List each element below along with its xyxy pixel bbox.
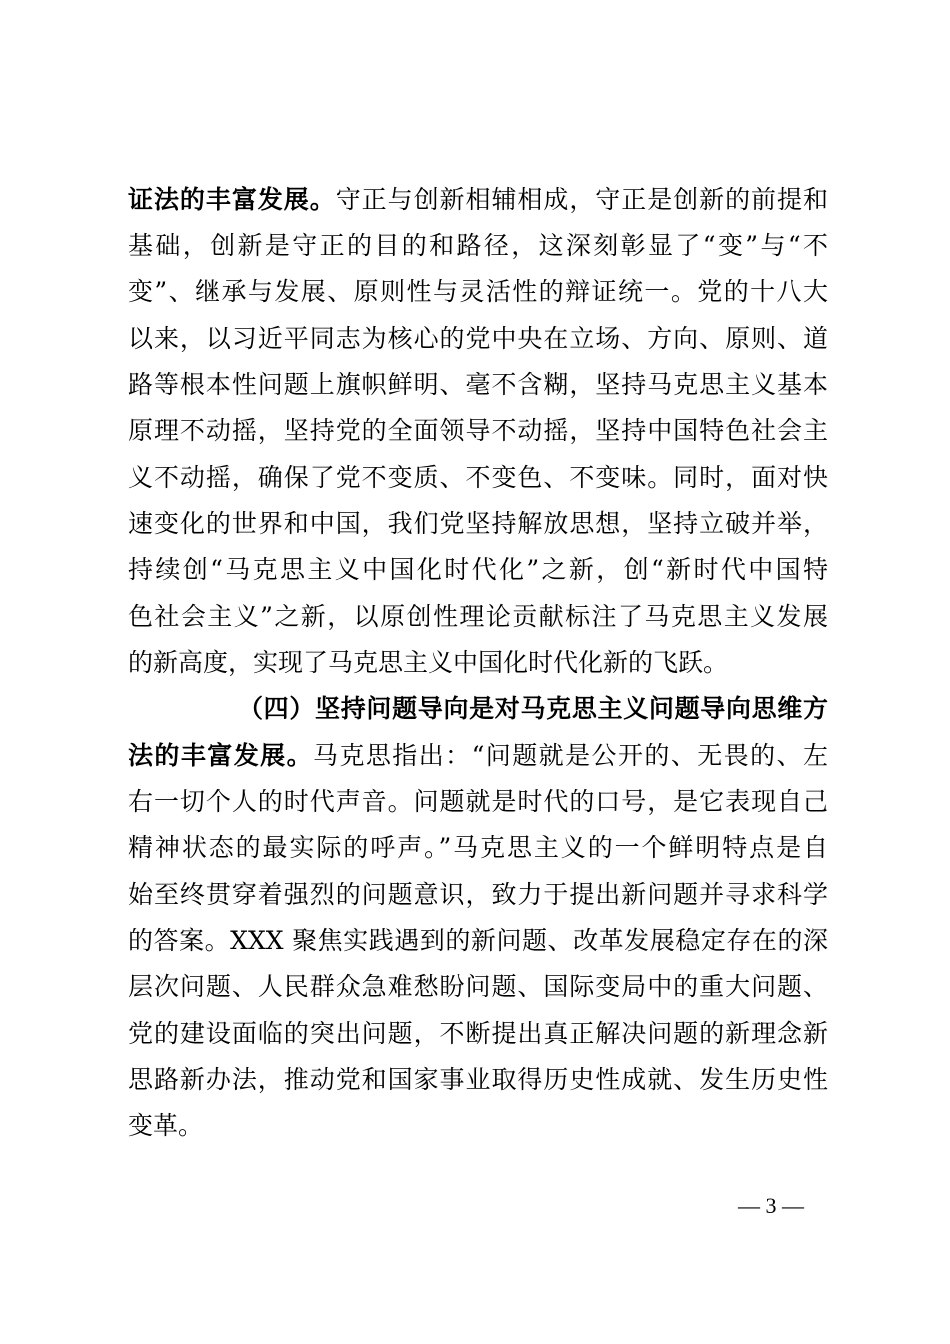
body-line: 原理不动摇，坚持党的全面领导不动摇，坚持中国特色社会主 — [128, 416, 828, 445]
body-line: 基础，创新是守正的目的和路径，这深刻彰显了“变”与“不 — [128, 231, 828, 260]
body-line: 以来，以习近平同志为核心的党中央在立场、方向、原则、道 — [128, 324, 828, 353]
body-text: 马克思指出：“问题就是公开的、无畏的、左 — [313, 741, 828, 770]
section-heading-line: （四）坚持问题导向是对马克思主义问题导向思维方 — [238, 694, 828, 723]
body-line: 右一切个人的时代声音。问题就是时代的口号，是它表现自己 — [128, 787, 828, 816]
body-line: 色社会主义”之新，以原创性理论贡献标注了马克思主义发展 — [128, 602, 828, 631]
body-line — [128, 734, 828, 778]
body-line: 思路新办法，推动党和国家事业取得历史性成就、发生历史性 — [128, 1065, 828, 1094]
body-line: 始至终贯穿着强烈的问题意识，致力于提出新问题并寻求科学 — [128, 880, 828, 909]
bold-lead-text: 证法的丰富发展。 — [128, 185, 336, 214]
body-line: 持续创“马克思主义中国化时代化”之新，创“新时代中国特 — [128, 555, 828, 584]
body-line: 的答案。XXX 聚焦实践遇到的新问题、改革发展稳定存在的深 — [128, 926, 828, 955]
page-number: — 3 — — [738, 1193, 804, 1218]
body-text: 守正与创新相辅相成，守正是创新的前提和 — [335, 185, 828, 214]
body-line: 层次问题、人民群众急难愁盼问题、国际变局中的重大问题、 — [128, 972, 828, 1001]
body-line: 变”、继承与发展、原则性与灵活性的辩证统一。党的十八大 — [128, 277, 828, 306]
body-line: 速变化的世界和中国，我们党坚持解放思想，坚持立破并举， — [128, 509, 828, 538]
body-line: 路等根本性问题上旗帜鲜明、毫不含糊，坚持马克思主义基本 — [128, 370, 828, 399]
body-line: 的新高度，实现了马克思主义中国化时代化新的飞跃。 — [128, 648, 729, 677]
body-line: 党的建设面临的突出问题，不断提出真正解决问题的新理念新 — [128, 1019, 828, 1048]
body-line: 精神状态的最实际的呼声。”马克思主义的一个鲜明特点是自 — [128, 833, 828, 862]
body-line: 变革。 — [128, 1111, 204, 1140]
body-line — [128, 178, 828, 222]
bold-lead-text: 法的丰富发展。 — [128, 741, 314, 770]
body-line: 义不动摇，确保了党不变质、不变色、不变味。同时，面对快 — [128, 463, 828, 492]
